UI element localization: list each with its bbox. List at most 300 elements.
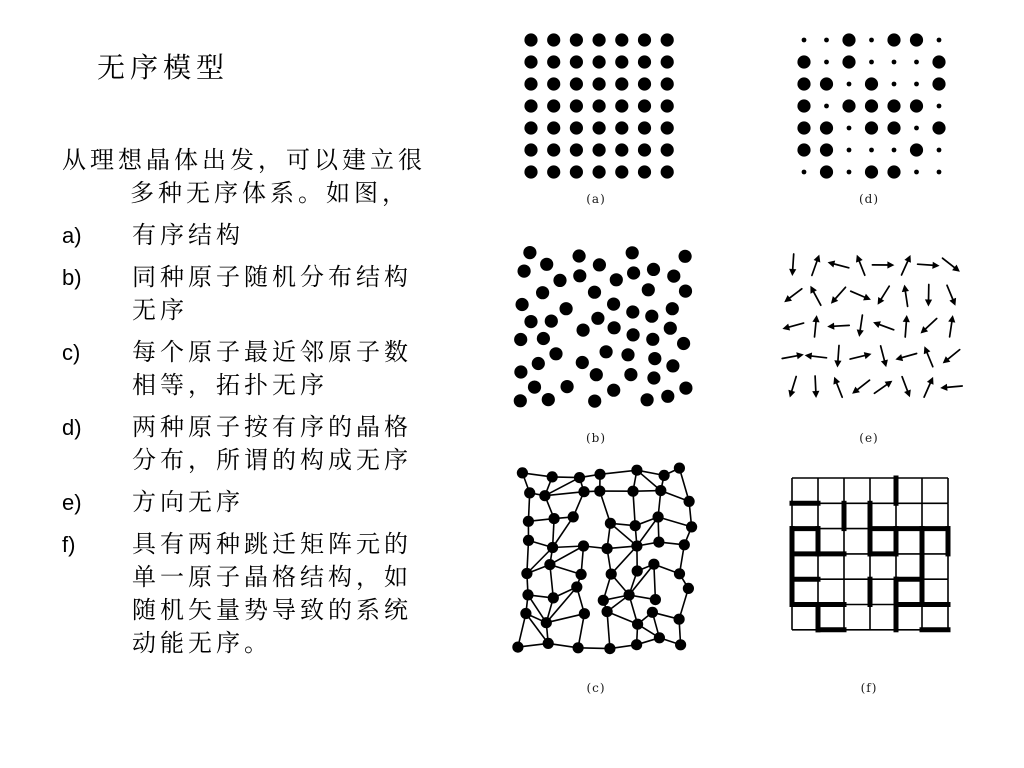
arrow-head <box>895 354 903 361</box>
spin-arrow <box>831 287 846 303</box>
atom-large <box>887 121 900 134</box>
atom <box>593 258 606 271</box>
atom-small <box>937 170 942 175</box>
atom <box>627 266 640 279</box>
list-item-label: b) <box>62 265 82 290</box>
list-item-label: f) <box>62 532 76 557</box>
arrow-shaft <box>943 258 956 269</box>
atom <box>655 485 666 496</box>
arrow-shaft <box>905 290 908 307</box>
arrow-head <box>782 324 790 331</box>
atom <box>524 143 537 156</box>
spin-arrow <box>874 381 892 394</box>
atom <box>547 165 560 178</box>
arrow-shaft <box>788 289 802 299</box>
atom <box>532 357 545 370</box>
atom <box>661 390 674 403</box>
atom <box>608 321 621 334</box>
atom <box>674 463 685 474</box>
arrow-head <box>796 352 804 359</box>
atom-large <box>797 121 810 134</box>
atom <box>576 356 589 369</box>
atom <box>578 540 589 551</box>
spin-arrow <box>902 255 911 275</box>
figure-caption-f: (f) <box>860 681 878 695</box>
atom-small <box>914 126 919 131</box>
atom <box>638 99 651 112</box>
atom <box>522 589 533 600</box>
spin-arrow <box>851 291 871 300</box>
atom-large <box>887 33 900 46</box>
atom <box>524 77 537 90</box>
atom <box>604 643 615 654</box>
spin-arrow <box>782 352 804 359</box>
arrow-shaft <box>836 381 842 397</box>
arrow-head <box>834 360 841 367</box>
arrow-shaft <box>810 356 827 358</box>
atom <box>540 258 553 271</box>
atom-small <box>914 60 919 65</box>
atom-large <box>797 77 810 90</box>
atom <box>621 348 634 361</box>
atom <box>667 270 680 283</box>
atom <box>520 608 531 619</box>
arrow-head <box>827 323 834 330</box>
atom <box>638 165 651 178</box>
spin-arrow <box>788 377 796 398</box>
atom <box>642 283 655 296</box>
atom <box>666 359 679 372</box>
atom <box>549 347 562 360</box>
atom-large <box>820 121 833 134</box>
atom <box>521 568 532 579</box>
atom <box>523 535 534 546</box>
orientational-disorder-figure <box>775 245 970 410</box>
arrow-head <box>812 315 819 322</box>
atom <box>547 542 558 553</box>
atom-large <box>820 143 833 156</box>
atom <box>593 165 606 178</box>
list-item-e <box>62 486 442 519</box>
atom <box>547 471 558 482</box>
atom-small <box>869 38 874 43</box>
arrow-head <box>902 285 909 293</box>
atom-small <box>937 38 942 43</box>
spin-arrow <box>857 315 864 337</box>
arrow-shaft <box>815 376 816 393</box>
atom <box>514 333 527 346</box>
atom-small <box>869 148 874 153</box>
list-item-text: 两种原子按有序的晶格分布，所谓的构成无序 <box>132 413 412 474</box>
arrow-head <box>789 269 796 276</box>
slide-title: 无序模型 <box>97 51 230 84</box>
arrow-shaft <box>838 346 839 363</box>
atom <box>548 592 559 603</box>
topological-disorder-figure <box>510 457 700 657</box>
atom <box>549 513 560 524</box>
atom <box>593 33 606 46</box>
atom <box>607 384 620 397</box>
arrow-shaft <box>812 259 818 275</box>
atom-small <box>892 148 897 153</box>
arrow-shaft <box>851 291 867 298</box>
spin-arrow <box>921 319 937 334</box>
atom <box>516 298 529 311</box>
arrow-shaft <box>902 260 909 276</box>
atom-small <box>824 38 829 43</box>
figure-caption-c: (c) <box>586 681 606 695</box>
spin-arrow <box>810 286 820 305</box>
spin-arrow <box>948 315 955 337</box>
atom <box>648 352 661 365</box>
atom <box>524 315 537 328</box>
atom <box>615 77 628 90</box>
atom <box>570 121 583 134</box>
atom <box>683 583 694 594</box>
arrow-head <box>857 329 864 337</box>
arrow-shaft <box>947 285 954 301</box>
atom <box>606 569 617 580</box>
list-item-text: 方向无序 <box>132 488 244 516</box>
arrow-head <box>864 352 872 359</box>
list-item-label: a) <box>62 223 82 248</box>
atom <box>570 55 583 68</box>
atom <box>524 99 537 112</box>
atom <box>632 565 643 576</box>
arrow-head <box>881 360 888 368</box>
atom <box>631 465 642 476</box>
atom-large <box>797 99 810 112</box>
atom <box>591 312 604 325</box>
atom-small <box>892 82 897 87</box>
arrow-shaft <box>832 264 848 268</box>
atom-large <box>820 77 833 90</box>
arrow-shaft <box>918 264 935 265</box>
atom <box>624 368 637 381</box>
atom <box>524 33 537 46</box>
atom <box>577 324 590 337</box>
spin-arrow <box>903 315 910 337</box>
atom <box>615 121 628 134</box>
arrow-shaft <box>813 290 821 305</box>
atom <box>627 486 638 497</box>
spin-arrow <box>827 323 849 330</box>
atom <box>514 365 527 378</box>
spin-arrow <box>852 380 869 394</box>
atom <box>641 393 654 406</box>
arrow-head <box>887 261 894 268</box>
atom <box>588 395 601 408</box>
spin-arrow <box>812 315 819 337</box>
atom <box>626 246 639 259</box>
atom <box>666 302 679 315</box>
atom-large <box>887 165 900 178</box>
atom <box>615 165 628 178</box>
list-item-text: 具有两种跳迁矩阵元的单一原子晶格结构，如随机矢量势导致的系统动能无序。 <box>132 530 412 657</box>
arrow-head <box>940 384 947 391</box>
atom <box>679 250 692 263</box>
atom-large <box>865 121 878 134</box>
arrow-head <box>903 315 910 322</box>
atom <box>547 55 560 68</box>
arrow-shaft <box>793 254 794 271</box>
atom <box>553 274 566 287</box>
spin-arrow <box>895 354 916 362</box>
atom-large <box>932 121 945 134</box>
arrow-shaft <box>815 320 817 337</box>
arrow-head <box>788 390 795 398</box>
atom <box>647 263 660 276</box>
arrow-shaft <box>900 354 916 359</box>
atom <box>594 469 605 480</box>
atom <box>679 539 690 550</box>
atom-large <box>932 77 945 90</box>
arrow-shaft <box>782 355 799 358</box>
ordered-lattice-figure <box>515 25 685 190</box>
spin-arrow <box>872 261 894 268</box>
atom <box>661 55 674 68</box>
atom <box>568 511 579 522</box>
atom <box>593 77 606 90</box>
arrow-head <box>828 261 836 268</box>
arrow-shaft <box>834 287 845 300</box>
arrow-shaft <box>856 380 869 391</box>
atom-small <box>802 170 807 175</box>
arrow-shaft <box>832 325 849 326</box>
atom <box>543 638 554 649</box>
atom <box>602 543 613 554</box>
atom <box>653 511 664 522</box>
atom <box>675 639 686 650</box>
atom <box>631 639 642 650</box>
atom-small <box>892 60 897 65</box>
atom-small <box>869 60 874 65</box>
atom <box>646 333 659 346</box>
atom <box>661 143 674 156</box>
atom <box>653 537 664 548</box>
atom <box>570 77 583 90</box>
slide-body <box>62 144 442 660</box>
atom <box>677 337 690 350</box>
arrow-shaft <box>878 324 894 330</box>
atom <box>631 540 642 551</box>
list-item-text: 同种原子随机分布结构无序 <box>132 263 412 324</box>
atom <box>547 121 560 134</box>
atom <box>536 286 549 299</box>
arrow-shaft <box>924 319 937 331</box>
arrow-shaft <box>860 315 863 332</box>
atom-large <box>910 143 923 156</box>
atom <box>524 487 535 498</box>
atom <box>615 33 628 46</box>
atom <box>684 496 695 507</box>
atom <box>518 265 531 278</box>
atom <box>544 559 555 570</box>
figure-caption-a: (a) <box>586 192 606 206</box>
intro-text: 从理想晶体出发，可以建立很多种无序体系。如图， <box>62 146 426 207</box>
structural-disorder-figure <box>510 242 695 412</box>
atom <box>638 33 651 46</box>
atom <box>574 472 585 483</box>
atom-large <box>797 55 810 68</box>
atom <box>514 394 527 407</box>
atom-small <box>824 104 829 109</box>
atom <box>610 273 623 286</box>
atom <box>679 382 692 395</box>
figure-caption-d: (d) <box>858 192 880 206</box>
atom-large <box>910 99 923 112</box>
atom-small <box>802 38 807 43</box>
figure-caption-e: (e) <box>859 431 879 445</box>
arrow-head <box>932 262 939 269</box>
atom <box>524 121 537 134</box>
list-item-label: e) <box>62 490 82 515</box>
atom <box>661 77 674 90</box>
atom <box>517 467 528 478</box>
atom <box>638 55 651 68</box>
arrow-shaft <box>880 286 889 300</box>
atom-small <box>824 60 829 65</box>
atom-small <box>937 148 942 153</box>
spin-arrow <box>833 377 842 397</box>
atom <box>661 33 674 46</box>
atom-large <box>842 99 855 112</box>
atom <box>659 470 670 481</box>
atom <box>542 393 555 406</box>
arrow-shaft <box>947 350 960 361</box>
atom <box>624 589 635 600</box>
atom <box>573 249 586 262</box>
atom <box>686 521 697 532</box>
arrow-shaft <box>950 320 953 337</box>
spin-arrow <box>918 262 940 269</box>
list-item-c <box>62 336 442 402</box>
arrow-shaft <box>881 346 885 362</box>
atom <box>573 269 586 282</box>
spin-arrow <box>924 377 933 397</box>
arrow-shaft <box>850 355 867 359</box>
list-item-text: 每个原子最近邻原子数相等，拓扑无序 <box>132 338 412 399</box>
list-item-f <box>62 528 442 660</box>
atom <box>607 298 620 311</box>
atom <box>545 315 558 328</box>
atom <box>648 559 659 570</box>
spin-arrow <box>943 258 960 272</box>
spin-arrow <box>902 377 911 398</box>
list-item-d <box>62 411 442 477</box>
atom <box>594 486 605 497</box>
atom <box>638 121 651 134</box>
atom <box>600 345 613 358</box>
arrow-shaft <box>874 384 888 394</box>
spin-arrow <box>850 352 871 359</box>
atom <box>593 99 606 112</box>
atom <box>615 99 628 112</box>
spin-arrow <box>873 321 894 330</box>
spin-arrow <box>834 346 841 368</box>
atom-large <box>932 55 945 68</box>
spin-arrow <box>881 346 888 367</box>
spin-arrow <box>812 255 820 276</box>
atom <box>627 328 640 341</box>
atom <box>602 606 613 617</box>
atom <box>638 77 651 90</box>
arrow-shaft <box>859 259 865 275</box>
arrow-shaft <box>902 377 908 393</box>
atom <box>571 581 582 592</box>
atom <box>561 380 574 393</box>
atom <box>528 381 541 394</box>
atom <box>593 55 606 68</box>
atom <box>605 518 616 529</box>
atom-large <box>842 33 855 46</box>
spin-arrow <box>856 255 865 275</box>
arrow-shaft <box>787 323 803 328</box>
atom <box>647 371 660 384</box>
atom <box>654 632 665 643</box>
atom <box>547 77 560 90</box>
list-item-b <box>62 261 442 327</box>
atom-large <box>820 165 833 178</box>
arrow-shaft <box>791 377 796 393</box>
atom <box>523 516 534 527</box>
list-item-text: 有序结构 <box>132 221 244 249</box>
arrow-head <box>805 353 812 360</box>
atom <box>632 619 643 630</box>
atom <box>679 285 692 298</box>
atom <box>674 614 685 625</box>
atom-small <box>914 170 919 175</box>
atom <box>630 520 641 531</box>
atom <box>588 286 601 299</box>
atom <box>560 302 573 315</box>
atom <box>524 165 537 178</box>
compositional-disorder-figure <box>788 25 958 190</box>
atom <box>674 568 685 579</box>
spin-arrow <box>805 353 827 360</box>
spin-arrow <box>784 289 802 302</box>
spin-arrow <box>943 350 960 364</box>
atom <box>593 143 606 156</box>
atom-small <box>914 82 919 87</box>
atom <box>547 33 560 46</box>
spin-arrow <box>902 285 909 307</box>
atom-small <box>847 170 852 175</box>
atom <box>626 305 639 318</box>
arrow-shaft <box>905 320 906 337</box>
atom <box>615 55 628 68</box>
atom <box>645 310 658 323</box>
atom <box>570 143 583 156</box>
atom <box>664 322 677 335</box>
atom <box>524 55 537 68</box>
spin-arrow <box>789 254 796 276</box>
atom <box>661 99 674 112</box>
atom <box>598 595 609 606</box>
arrow-head <box>885 381 893 388</box>
arrow-head <box>948 315 955 323</box>
atom <box>512 642 523 653</box>
list-item-label: d) <box>62 415 82 440</box>
atom <box>590 368 603 381</box>
atom <box>523 246 536 259</box>
atom <box>547 143 560 156</box>
atom-large <box>865 99 878 112</box>
atom <box>570 33 583 46</box>
atom-small <box>847 148 852 153</box>
arrow-shaft <box>945 386 962 388</box>
atom <box>541 617 552 628</box>
